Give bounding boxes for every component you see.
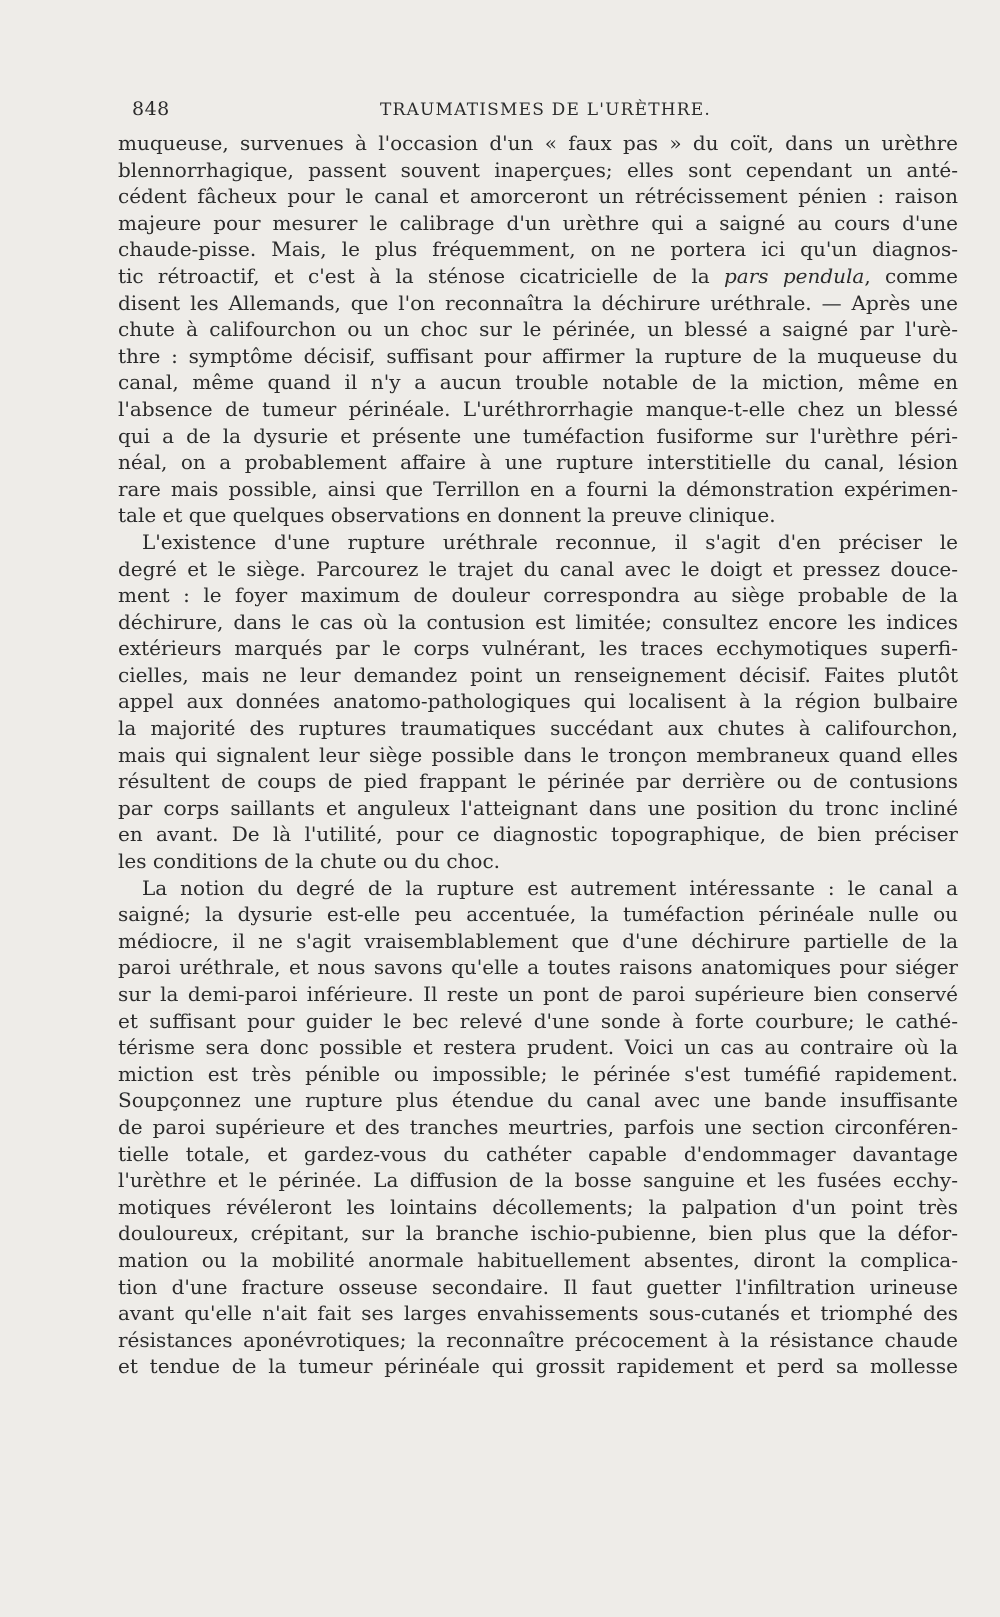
running-title: TRAUMATISMES DE L'URÈTHRE. [380,100,711,120]
text-line: chaude-pisse. Mais, le plus fréquemment, on ne portera ici qu'un diagnos- [118,237,958,262]
text-line: paroi uréthrale, et nous savons qu'elle a toutes raisons anatomiques pour siéger [118,955,958,980]
latin-term: pars pendula [723,263,865,288]
text-line: extérieurs marqués par le corps vulnérant, les traces ecchymotiques superfi- [118,636,958,661]
text-line: néal, on a probablement affaire à une rupture interstitielle du canal, lésion [118,450,958,475]
text-line: résultent de coups de pied frappant le périnée par derrière ou de contusions [118,769,958,794]
text-line: degré et le siège. Parcourez le trajet du canal avec le doigt et pressez douce- [118,556,958,581]
text-line: déchirure, dans le cas où la contusion est limitée; consultez encore les indices [118,609,958,634]
text-line: l'urèthre et le périnée. La diffusion de la bosse sanguine et les fusées ecchy- [118,1168,958,1193]
running-head [132,98,960,128]
text-line: mation ou la mobilité anormale habituellement absentes, diront la complica- [118,1247,958,1272]
text-line: mais qui signalent leur siège possible dans le tronçon membraneux quand elles [118,742,958,767]
text-line: miction est très pénible ou impossible; le périnée s'est tuméfié rapidement. [118,1061,958,1086]
text-line: rare mais possible, ainsi que Terrillon en a fourni la démonstration expérimen- [118,476,958,501]
text-line: saigné; la dysurie est-elle peu accentuée, la tuméfaction périnéale nulle ou [118,902,958,927]
text-line: sur la demi-paroi inférieure. Il reste un pont de paroi supérieure bien conservé [118,982,958,1006]
text-line: L'existence d'une rupture uréthrale reconnue, il s'agit d'en préciser le [142,529,958,554]
text-line: tale et que quelques observations en donnent la preuve clinique. [118,503,776,528]
text-line: la majorité des ruptures traumatiques succédant aux chutes à califourchon, [118,716,958,741]
text-line: thre : symptôme décisif, suffisant pour affirmer la rupture de la muqueuse du [118,343,958,368]
text-line: blennorrhagique, passent souvent inaperçues; elles sont cependant un anté- [118,157,958,182]
text-line: par corps saillants et anguleux l'atteignant dans une position du tronc incliné [118,795,958,820]
body-text [118,130,958,1380]
text-line: et suffisant pour guider le bec relevé d'une sonde à forte courbure; le cathé- [118,1008,958,1033]
text-line: chute à califourchon ou un choc sur le périnée, un blessé a saigné par l'urè- [118,317,958,342]
text-line: médiocre, il ne s'agit vraisemblablement que d'une déchirure partielle de la [118,928,958,953]
text-line: canal, même quand il n'y a aucun trouble notable de la miction, même en [118,370,958,395]
text-line: cielles, mais ne leur demandez point un renseignement décisif. Faites plutôt [118,662,958,687]
text-line: tic rétroactif, et c'est à la sténose cicatricielle de la pars pendula, comme [118,263,958,288]
text-line: et tendue de la tumeur périnéale qui grossit rapidement et perd sa mollesse [118,1354,958,1379]
text-line: avant qu'elle n'ait fait ses larges envahissements sous-cutanés et triomphé des [118,1301,958,1326]
text-line: La notion du degré de la rupture est autrement intéressante : le canal a [142,875,958,900]
text-line: ment : le foyer maximum de douleur correspondra au siège probable de la [118,583,958,608]
text-line: de paroi supérieure et des tranches meurtries, parfois une section circonféren- [118,1114,958,1139]
text-line: les conditions de la chute ou du choc. [118,849,501,874]
text-line: majeure pour mesurer le calibrage d'un urèthre qui a saigné au cours d'une [118,210,958,235]
text-line: résistances aponévrotiques; la reconnaître précocement à la résistance chaude [118,1327,958,1352]
text-line: disent les Allemands, que l'on reconnaîtra la déchirure uréthrale. — Après une [118,290,958,315]
text-line: motiques révéleront les lointains décollements; la palpation d'un point très [118,1194,958,1219]
text-line: muqueuse, survenues à l'occasion d'un « faux pas » du coït, dans un urèthre [118,131,958,155]
text-line: térisme sera donc possible et restera prudent. Voici un cas au contraire où la [118,1035,958,1060]
text-line: douloureux, crépitant, sur la branche ischio-pubienne, bien plus que la défor- [118,1221,958,1246]
text-line: appel aux données anatomo-pathologiques qui localisent à la région bulbaire [118,689,958,714]
text-line: en avant. De là l'utilité, pour ce diagnostic topographique, de bien préciser [118,822,958,847]
page-number: 848 [132,98,170,120]
text-line: tielle totale, et gardez-vous du cathéter capable d'endommager davantage [118,1141,958,1166]
text-line: cédent fâcheux pour le canal et amorceront un rétrécissement pénien : raison [118,184,958,209]
text-line: l'absence de tumeur périnéale. L'uréthrorrhagie manque-t-elle chez un blessé [118,396,958,421]
text-line: Soupçonnez une rupture plus étendue du canal avec une bande insuffisante [118,1088,958,1113]
text-line: tion d'une fracture osseuse secondaire. Il faut guetter l'infiltration urineuse [118,1274,958,1299]
text-line: qui a de la dysurie et présente une tuméfaction fusiforme sur l'urèthre péri- [118,423,958,448]
